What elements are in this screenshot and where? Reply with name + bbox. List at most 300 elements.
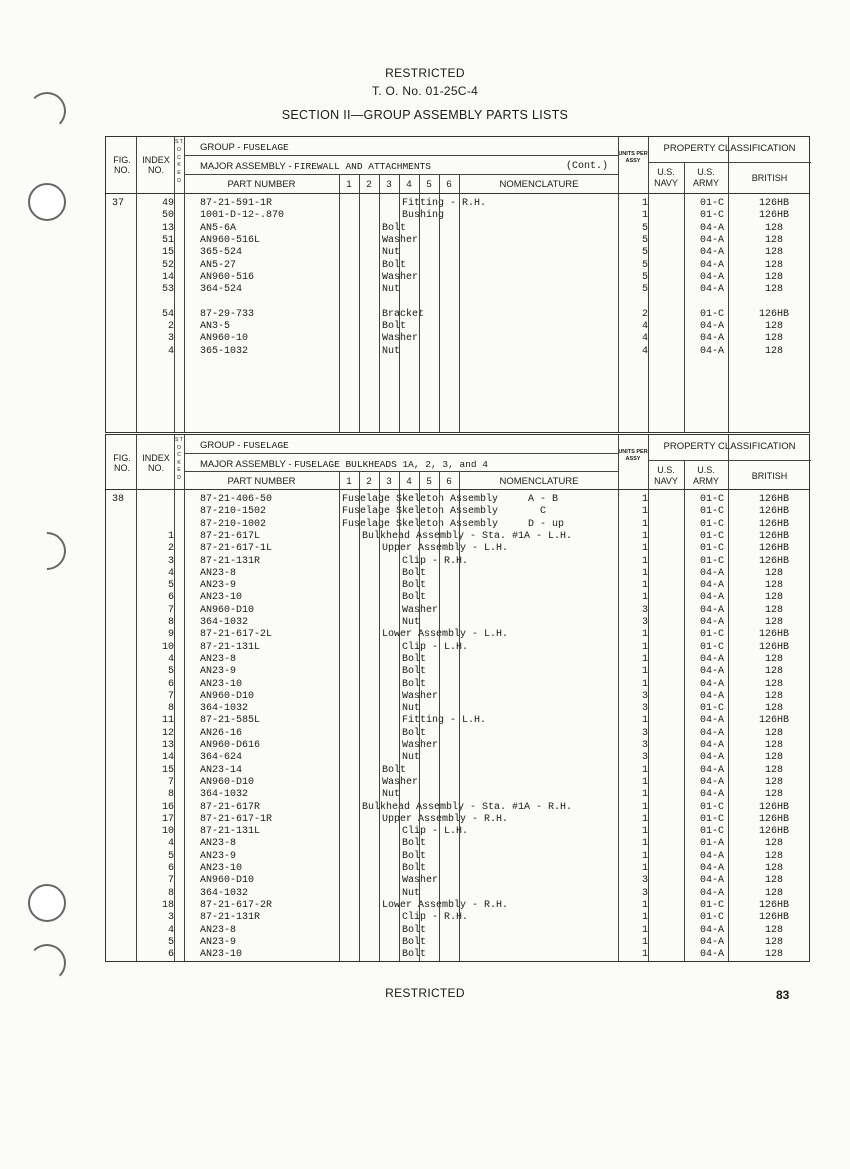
units-per-assy: 1 xyxy=(641,506,648,518)
units-per-assy: 1 xyxy=(641,715,648,727)
table-header xyxy=(106,435,809,490)
nomenclature: Nut xyxy=(402,703,421,715)
us-army-class: 01-C xyxy=(699,703,724,715)
us-army-class: 04-A xyxy=(699,271,724,283)
property-classification-heading: PROPERTY CLASSIFICATION xyxy=(663,143,796,154)
part-number: AN960-D10 xyxy=(200,604,255,616)
level-2-heading: 2 xyxy=(366,179,372,190)
units-per-assy: 1 xyxy=(641,580,648,592)
part-number: 365-1032 xyxy=(200,345,249,357)
index-no: 13 xyxy=(161,222,174,234)
index-no: 10 xyxy=(161,826,174,838)
british-class: 128 xyxy=(764,764,783,776)
units-per-assy: 1 xyxy=(641,210,648,222)
parts-table-firewall xyxy=(105,136,810,433)
us-army-class: 01-C xyxy=(699,801,724,813)
nomenclature: Fitting - L.H. xyxy=(402,715,487,727)
index-no: 13 xyxy=(161,740,174,751)
nomenclature: Washer xyxy=(402,875,439,887)
part-number: AN26-16 xyxy=(200,727,243,739)
part-number: 87-21-617-1R xyxy=(200,813,273,825)
part-number: AN23-10 xyxy=(200,949,243,961)
british-class: 126HB xyxy=(758,641,789,653)
british-class: 126HB xyxy=(758,543,789,555)
units-per-assy: 1 xyxy=(641,567,648,579)
british-class: 126HB xyxy=(758,506,789,518)
british-class: 128 xyxy=(764,321,783,332)
index-no: 6 xyxy=(167,949,174,961)
part-number: 87-210-1502 xyxy=(200,506,267,518)
nomenclature: Washer xyxy=(382,234,419,246)
british-class: 126HB xyxy=(758,715,789,727)
us-army-class: 04-A xyxy=(699,604,724,616)
nomenclature: Fuselage Skeleton Assembly C xyxy=(342,506,547,518)
part-number: AN960-D10 xyxy=(200,875,255,887)
column-rule xyxy=(684,162,685,432)
nomenclature: Washer xyxy=(382,333,419,345)
part-number: AN5-27 xyxy=(200,259,237,271)
nomenclature: Bulkhead Assembly - Sta. #1A - L.H. xyxy=(362,530,573,542)
to-number: T. O. No. 01-25C-4 xyxy=(371,84,479,98)
british-class: 128 xyxy=(764,727,783,739)
index-no: 3 xyxy=(167,912,174,924)
us-army-class: 04-A xyxy=(699,752,724,764)
british-class: 126HB xyxy=(758,555,789,567)
nomenclature: Bushing xyxy=(402,210,445,222)
nomenclature: Clip - R.H. xyxy=(402,912,469,924)
index-no-heading: INDEX NO. xyxy=(142,453,170,473)
nomenclature: Nut xyxy=(402,752,421,764)
column-rule xyxy=(184,435,185,961)
index-no: 6 xyxy=(167,863,174,874)
units-per-assy: 3 xyxy=(641,740,648,751)
units-per-assy: 3 xyxy=(641,727,648,739)
part-number: 364-624 xyxy=(200,752,243,764)
index-no: 5 xyxy=(167,850,174,862)
stocked-heading: S T O C K E D xyxy=(175,139,183,184)
part-number: 87-21-585L xyxy=(200,715,261,727)
us-army-heading: U.S. ARMY xyxy=(692,465,719,486)
nomenclature: Nut xyxy=(382,789,401,801)
part-number: 87-21-617-2R xyxy=(200,899,273,911)
part-number: AN23-8 xyxy=(200,567,237,579)
group-value: FUSELAGE xyxy=(243,440,289,451)
units-per-assy: 1 xyxy=(641,678,648,690)
nomenclature: Fuselage Skeleton Assembly A - B xyxy=(342,494,559,505)
punch-hole xyxy=(28,183,66,221)
units-per-assy: 1 xyxy=(641,850,648,862)
nomenclature: Bolt xyxy=(402,936,427,948)
us-army-class: 01-C xyxy=(699,899,724,911)
part-number: 87-21-617-1L xyxy=(200,543,273,555)
index-no: 8 xyxy=(167,703,174,715)
column-rule xyxy=(419,471,420,961)
us-army-class: 04-A xyxy=(699,247,724,259)
us-army-class: 04-A xyxy=(699,653,724,665)
british-class: 126HB xyxy=(758,210,789,222)
british-class: 128 xyxy=(764,653,783,665)
units-per-assy: 1 xyxy=(641,801,648,813)
nomenclature: Bolt xyxy=(382,764,407,776)
us-army-class: 04-A xyxy=(699,863,724,874)
nomenclature: Washer xyxy=(402,690,439,702)
column-rule xyxy=(618,137,619,432)
nomenclature: Upper Assembly - R.H. xyxy=(382,813,509,825)
column-rule xyxy=(684,460,685,961)
level-4-heading: 4 xyxy=(406,476,412,487)
column-rule xyxy=(379,471,380,961)
units-per-assy: 1 xyxy=(641,641,648,653)
us-army-class: 01-C xyxy=(699,912,724,924)
index-no: 51 xyxy=(161,234,174,246)
column-rule xyxy=(184,137,185,432)
index-no: 49 xyxy=(161,198,174,209)
nomenclature: Bolt xyxy=(402,567,427,579)
part-number: AN960-516L xyxy=(200,234,261,246)
index-no: 14 xyxy=(161,752,174,764)
index-no: 5 xyxy=(167,666,174,678)
nomenclature: Bolt xyxy=(402,580,427,592)
index-no: 5 xyxy=(167,936,174,948)
units-per-assy: 1 xyxy=(641,936,648,948)
index-no: 52 xyxy=(161,259,174,271)
index-no: 7 xyxy=(167,690,174,702)
part-number: 364-1032 xyxy=(200,703,249,715)
british-class: 126HB xyxy=(758,494,789,505)
table-header xyxy=(106,137,809,194)
page-number: 83 xyxy=(776,988,790,1002)
british-class: 128 xyxy=(764,936,783,948)
column-rule xyxy=(399,174,400,432)
part-number: 87-21-131L xyxy=(200,641,261,653)
units-per-assy: 4 xyxy=(641,333,648,345)
column-rule xyxy=(728,435,729,961)
us-army-class: 04-A xyxy=(699,936,724,948)
nomenclature: Washer xyxy=(402,740,439,751)
units-per-assy: 5 xyxy=(641,271,648,283)
units-per-assy: 5 xyxy=(641,284,648,296)
british-class: 128 xyxy=(764,617,783,628)
us-army-class: 04-A xyxy=(699,764,724,776)
us-army-class: 04-A xyxy=(699,887,724,899)
nomenclature: Bolt xyxy=(402,924,427,936)
nomenclature: Bulkhead Assembly - Sta. #1A - R.H. xyxy=(362,801,573,813)
property-classification-heading: PROPERTY CLASSIFICATION xyxy=(663,441,796,452)
part-number: 87-21-131R xyxy=(200,912,261,924)
nomenclature: Bolt xyxy=(402,863,427,874)
us-army-class: 04-A xyxy=(699,690,724,702)
british-class: 128 xyxy=(764,678,783,690)
part-number: AN23-8 xyxy=(200,924,237,936)
index-no: 8 xyxy=(167,887,174,899)
part-number: AN5-6A xyxy=(200,222,237,234)
part-number: 1001-D-12-.870 xyxy=(200,210,285,222)
part-number: 87-210-1002 xyxy=(200,518,267,530)
cont-label: (Cont.) xyxy=(566,161,609,172)
part-number: 364-1032 xyxy=(200,617,249,628)
punch-hole xyxy=(28,884,66,922)
british-class: 128 xyxy=(764,752,783,764)
nomenclature: Bolt xyxy=(402,678,427,690)
units-per-assy-heading: UNITS PER ASSY xyxy=(618,151,648,164)
column-rule xyxy=(379,174,380,432)
part-number: AN23-10 xyxy=(200,863,243,874)
nomenclature: Washer xyxy=(382,271,419,283)
part-number: 364-524 xyxy=(200,284,243,296)
index-no: 3 xyxy=(167,333,174,345)
units-per-assy: 1 xyxy=(641,530,648,542)
column-rule xyxy=(648,435,649,961)
part-number: AN3-5 xyxy=(200,321,231,332)
part-number: AN23-14 xyxy=(200,764,243,776)
nomenclature: Nut xyxy=(382,345,401,357)
nomenclature: Bolt xyxy=(402,838,427,850)
fig-no-heading: FIG. NO. xyxy=(113,155,131,175)
units-per-assy: 4 xyxy=(641,345,648,357)
nomenclature: Bolt xyxy=(402,592,427,604)
part-number-heading: PART NUMBER xyxy=(227,179,296,190)
units-per-assy: 5 xyxy=(641,259,648,271)
nomenclature-heading: NOMENCLATURE xyxy=(499,179,579,190)
us-army-class: 04-A xyxy=(699,875,724,887)
index-no: 50 xyxy=(161,210,174,222)
british-class: 128 xyxy=(764,604,783,616)
units-per-assy: 5 xyxy=(641,247,648,259)
us-army-class: 01-C xyxy=(699,555,724,567)
column-rule xyxy=(174,435,175,961)
us-army-class: 01-C xyxy=(699,826,724,838)
us-army-class: 01-C xyxy=(699,629,724,641)
british-class: 126HB xyxy=(758,629,789,641)
british-class: 126HB xyxy=(758,308,789,320)
column-rule xyxy=(359,471,360,961)
us-army-class: 01-C xyxy=(699,210,724,222)
group-label-text: GROUP - xyxy=(200,440,241,451)
column-rule xyxy=(136,137,137,432)
nomenclature-heading: NOMENCLATURE xyxy=(499,476,579,487)
column-rule xyxy=(439,174,440,432)
index-no: 4 xyxy=(167,838,174,850)
british-class: 126HB xyxy=(758,826,789,838)
column-rule xyxy=(439,471,440,961)
british-class: 126HB xyxy=(758,198,789,209)
british-class: 128 xyxy=(764,838,783,850)
british-class: 128 xyxy=(764,703,783,715)
column-rule xyxy=(459,471,460,961)
us-army-class: 04-A xyxy=(699,715,724,727)
fig-no-heading: FIG. NO. xyxy=(113,453,131,473)
index-no: 5 xyxy=(167,580,174,592)
british-class: 128 xyxy=(764,234,783,246)
major-label-text: MAJOR ASSEMBLY - xyxy=(200,459,292,470)
nomenclature: Bracket xyxy=(382,308,425,320)
part-number: AN960-516 xyxy=(200,271,255,283)
us-army-class: 04-A xyxy=(699,592,724,604)
part-number: AN23-10 xyxy=(200,592,243,604)
column-rule xyxy=(728,137,729,432)
nomenclature: Nut xyxy=(382,284,401,296)
index-no: 14 xyxy=(161,271,174,283)
index-no: 3 xyxy=(167,555,174,567)
part-number: 365-524 xyxy=(200,247,243,259)
us-army-class: 01-C xyxy=(699,813,724,825)
us-army-class: 04-A xyxy=(699,234,724,246)
us-army-class: 04-A xyxy=(699,740,724,751)
british-class: 126HB xyxy=(758,899,789,911)
column-rule xyxy=(419,174,420,432)
part-number: AN960-10 xyxy=(200,333,249,345)
units-per-assy: 1 xyxy=(641,555,648,567)
nomenclature: Washer xyxy=(402,604,439,616)
nomenclature: Nut xyxy=(402,617,421,628)
units-per-assy: 3 xyxy=(641,887,648,899)
column-rule xyxy=(618,435,619,961)
level-3-heading: 3 xyxy=(386,179,392,190)
nomenclature: Bolt xyxy=(382,222,407,234)
british-class: 128 xyxy=(764,271,783,283)
us-army-class: 01-C xyxy=(699,494,724,505)
us-army-class: 04-A xyxy=(699,776,724,788)
index-no: 54 xyxy=(161,308,174,320)
us-navy-heading: U.S. NAVY xyxy=(654,465,678,486)
index-no: 8 xyxy=(167,789,174,801)
units-per-assy: 5 xyxy=(641,234,648,246)
part-number: AN960-D10 xyxy=(200,776,255,788)
nomenclature: Nut xyxy=(402,887,421,899)
level-6-heading: 6 xyxy=(446,179,452,190)
level-6-heading: 6 xyxy=(446,476,452,487)
units-per-assy: 1 xyxy=(641,912,648,924)
units-per-assy: 1 xyxy=(641,924,648,936)
us-army-class: 04-A xyxy=(699,580,724,592)
british-class: 128 xyxy=(764,740,783,751)
part-number: 87-21-406-50 xyxy=(200,494,273,505)
part-number: AN960-D10 xyxy=(200,690,255,702)
index-no: 1 xyxy=(167,530,174,542)
units-per-assy: 3 xyxy=(641,875,648,887)
part-number: 87-21-617-2L xyxy=(200,629,273,641)
units-per-assy: 1 xyxy=(641,543,648,555)
index-no: 18 xyxy=(161,899,174,911)
units-per-assy: 1 xyxy=(641,776,648,788)
nomenclature: Lower Assembly - L.H. xyxy=(382,629,509,641)
index-no: 17 xyxy=(161,813,174,825)
us-army-class: 01-C xyxy=(699,530,724,542)
british-class: 128 xyxy=(764,259,783,271)
british-class: 128 xyxy=(764,924,783,936)
units-per-assy: 4 xyxy=(641,321,648,332)
nomenclature: Bolt xyxy=(402,666,427,678)
group-label xyxy=(200,142,289,153)
us-army-class: 04-A xyxy=(699,678,724,690)
group-value: FUSELAGE xyxy=(243,142,289,153)
british-class: 128 xyxy=(764,875,783,887)
nomenclature: Clip - L.H. xyxy=(402,641,469,653)
nomenclature: Bolt xyxy=(402,727,427,739)
british-class: 128 xyxy=(764,592,783,604)
us-army-class: 04-A xyxy=(699,666,724,678)
units-per-assy: 1 xyxy=(641,838,648,850)
level-2-heading: 2 xyxy=(366,476,372,487)
us-army-class: 01-C xyxy=(699,518,724,530)
units-per-assy: 3 xyxy=(641,703,648,715)
us-army-class: 04-A xyxy=(699,345,724,357)
part-number: 87-21-591-1R xyxy=(200,198,273,209)
units-per-assy: 1 xyxy=(641,653,648,665)
british-class: 128 xyxy=(764,333,783,345)
stocked-heading: S T O C K E D xyxy=(175,437,183,481)
us-army-class: 04-A xyxy=(699,333,724,345)
british-class: 128 xyxy=(764,776,783,788)
nomenclature: Washer xyxy=(382,776,419,788)
units-per-assy: 3 xyxy=(641,604,648,616)
nomenclature: Fuselage Skeleton Assembly D - up xyxy=(342,518,565,530)
major-assembly-label xyxy=(200,161,431,172)
units-per-assy: 3 xyxy=(641,690,648,702)
units-per-assy: 2 xyxy=(641,308,648,320)
nomenclature: Bolt xyxy=(402,850,427,862)
column-rule xyxy=(359,174,360,432)
units-per-assy: 3 xyxy=(641,617,648,628)
index-no: 2 xyxy=(167,543,174,555)
group-label-text: GROUP - xyxy=(200,142,241,153)
part-number: 364-1032 xyxy=(200,789,249,801)
british-class: 128 xyxy=(764,887,783,899)
group-label xyxy=(200,440,289,451)
us-army-class: 01-C xyxy=(699,641,724,653)
major-assembly-value: FIREWALL AND ATTACHMENTS xyxy=(294,161,431,172)
restricted-footer: RESTRICTED xyxy=(385,986,465,1000)
index-no: 4 xyxy=(167,567,174,579)
index-no: 16 xyxy=(161,801,174,813)
part-number: 87-21-617R xyxy=(200,801,261,813)
units-per-assy: 3 xyxy=(641,752,648,764)
level-3-heading: 3 xyxy=(386,476,392,487)
nomenclature: Bolt xyxy=(402,653,427,665)
nomenclature: Bolt xyxy=(402,949,427,961)
us-army-class: 04-A xyxy=(699,222,724,234)
nomenclature: Nut xyxy=(382,247,401,259)
index-no: 7 xyxy=(167,604,174,616)
nomenclature: Lower Assembly - R.H. xyxy=(382,899,509,911)
part-number: AN23-9 xyxy=(200,580,237,592)
fig-no: 37 xyxy=(112,198,125,209)
restricted-header: RESTRICTED xyxy=(385,66,465,80)
units-per-assy: 1 xyxy=(641,198,648,209)
british-class: 128 xyxy=(764,666,783,678)
us-army-class: 04-A xyxy=(699,567,724,579)
fig-no: 38 xyxy=(112,494,125,505)
units-per-assy: 5 xyxy=(641,222,648,234)
punch-hole-bottom xyxy=(28,944,66,982)
british-class: 128 xyxy=(764,863,783,874)
part-number: AN23-8 xyxy=(200,653,237,665)
british-class: 126HB xyxy=(758,813,789,825)
index-no: 4 xyxy=(167,345,174,357)
index-no: 2 xyxy=(167,321,174,332)
level-5-heading: 5 xyxy=(426,179,432,190)
nomenclature: Clip - L.H. xyxy=(402,826,469,838)
british-class: 128 xyxy=(764,345,783,357)
us-army-class: 04-A xyxy=(699,789,724,801)
column-rule xyxy=(136,435,137,961)
us-army-class: 04-A xyxy=(699,321,724,332)
us-army-class: 04-A xyxy=(699,850,724,862)
british-class: 126HB xyxy=(758,801,789,813)
british-class: 128 xyxy=(764,850,783,862)
british-class: 126HB xyxy=(758,530,789,542)
us-army-class: 01-C xyxy=(699,308,724,320)
